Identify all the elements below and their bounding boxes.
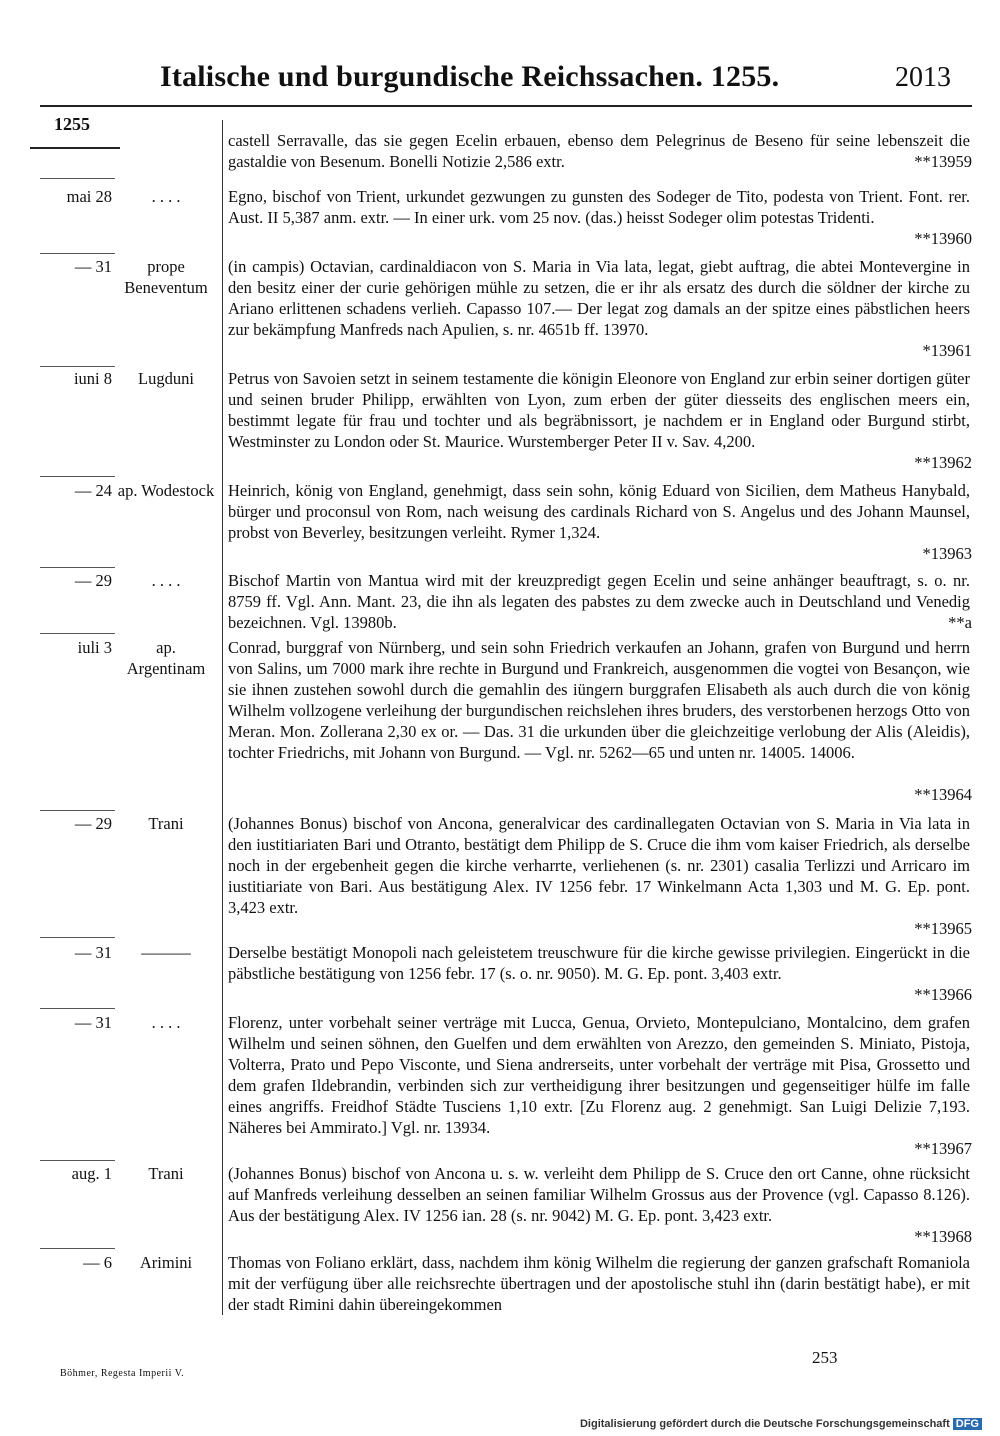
entry-place: ap. Wodestock — [117, 481, 215, 500]
entry-separator — [40, 633, 115, 634]
entry-text: Thomas von Foliano erklärt, dass, nachdem ihm könig Wilhelm die regierung der ganzen grafschaft Romaniola mit der verfügung über alle reichsrechte übertragen und der apostolische stuhl ihn (darin bestätigt habe), er mit der stadt Rimini dahin übereingekommen — [228, 1253, 970, 1314]
page-title: Italische und burgundische Reichssachen. 1255. — [160, 60, 780, 93]
entry-number: **13964 — [914, 785, 972, 804]
page-number-bottom: 253 — [812, 1348, 838, 1367]
entry-place: prope Beneventum — [124, 257, 208, 297]
entry-text: Bischof Martin von Mantua wird mit der kreuzpredigt gegen Ecelin und seine anhänger beauftragt, s. o. nr. 8759 ff. Vgl. Ann. Mant. 23, die ihn als legaten des pabstes zu dem zwecke auch in Deutschland und Venedig bezeichnen. Vgl. 13980b. — [228, 571, 970, 632]
year-rule — [30, 147, 120, 149]
dfg-logo: DFG — [953, 1418, 982, 1430]
entry-separator — [40, 810, 115, 811]
dfg-credit — [580, 1418, 982, 1430]
entry-text: Florenz, unter vorbehalt seiner verträge mit Lucca, Genua, Orvieto, Montepulciano, Montalcino, dem grafen Wilhelm und seinen söhnen, den Guelfen und dem erwählten von Arezzo, den gemeinden S. Miniato, Pistoja, Volterra, Prato und Pepo Visconte, und Siena andrerseits, unter vorbehalt der verträge mit Pisa, Grossetto und dem grafen Ildebrandin, verbinden sich zur vertheidigung ihrer besitzungen und gegenseitiger hülfe im falle eines angriffs. Freidhof Städte Tusciens 1,10 extr. [Zu Florenz aug. 2 genehmigt. San Luigi Delizie 7,193. Näheres bei Ammirato.] Vgl. nr. 13934. — [228, 1013, 970, 1137]
entry-date: — 29 — [74, 571, 112, 590]
entry-separator — [40, 366, 115, 367]
entry-text: castell Serravalle, das sie gegen Ecelin erbauen, ebenso dem Pelegrinus de Beseno für seine lebenszeit die gastaldie von Besenum. Bonelli Notizie 2,586 extr. — [228, 131, 970, 171]
entry-place: . . . . — [151, 1013, 181, 1032]
entry-number: **13959 — [914, 152, 972, 171]
entry-place: Arimini — [139, 1253, 193, 1272]
entry-date: iuni 8 — [73, 369, 112, 388]
entry-separator — [40, 253, 115, 254]
entry-separator — [40, 937, 115, 938]
entry-date: — 31 — [74, 1013, 112, 1032]
entry-place: . . . . — [151, 187, 181, 206]
entry-number: **13968 — [914, 1227, 972, 1246]
entry-date: — 6 — [83, 1253, 112, 1272]
entry-place: ap. Argentinam — [126, 638, 206, 678]
header-rule — [40, 105, 972, 107]
entry-place: Trani — [148, 1164, 184, 1183]
entry-number: **a — [948, 613, 972, 632]
entry-number: **13965 — [914, 919, 972, 938]
entry-place: . . . . — [151, 571, 181, 590]
entry-text: Petrus von Savoien setzt in seinem testamente die königin Eleonore von England zur erbin seiner dortigen güter und seinen bruder Philipp, erwählten von Lyon, zum erben der güter diesseits des englischen meers ein, bestimmt legate für frau und tochter und als begräbnissort, je nachdem er in England oder Burgund stirbt, Westminster zu London oder St. Maurice. Wurstemberger Peter II v. Sav. 4,200. — [228, 369, 970, 451]
entry-number: **13966 — [914, 985, 972, 1004]
footer-series: Böhmer, Regesta Imperii V. — [60, 1368, 185, 1379]
entry-date: iuli 3 — [77, 638, 112, 657]
entry-place: Lugduni — [138, 369, 194, 388]
entry-number: **13967 — [914, 1139, 972, 1158]
entry-separator — [40, 1248, 115, 1249]
entry-date: — 29 — [74, 814, 112, 833]
year-label: 1255 — [54, 114, 90, 134]
entry-date: aug. 1 — [71, 1164, 112, 1183]
entry-place: ——— — [141, 943, 191, 962]
entry-number: *13963 — [922, 544, 972, 563]
entry-date: — 24 — [74, 481, 112, 500]
entry-text: (Johannes Bonus) bischof von Ancona, generalvicar des cardinallegaten Octavian von S. Maria in Via lata in den iustitiariaten Bari und Otranto, bestätigt dem Philipp de S. Cruce die ihm vom kaiser Friedrich, als derselbe noch in der ergebenheit gegen die kirche verharrte, verliehenen (s. nr. 2301) casalia Terlizzi und Arricaro im iustitiariate von Bari. Aus bestätigung Alex. IV 1256 febr. 17 Winkelmann Acta 1,303 und M. G. Ep. pont. 3,423 extr. — [228, 814, 970, 917]
entry-text: Heinrich, könig von England, genehmigt, dass sein sohn, könig Eduard von Sicilien, dem Matheus Hanybald, bürger und proconsul von Rom, nach weisung des cardinals Richard von S. Angelus und des Johann Maunsel, probst von Beverley, besitzungen verleiht. Rymer 1,324. — [228, 481, 970, 542]
entry-text: Egno, bischof von Trient, urkundet gezwungen zu gunsten des Sodeger de Tito, podesta von Trient. Font. rer. Aust. II 5,387 anm. extr. — In einer urk. vom 25 nov. (das.) heisst Sodeger olim potestas Tridenti. — [228, 187, 970, 227]
page-number-top: 2013 — [895, 62, 951, 93]
entry-text: Derselbe bestätigt Monopoli nach geleistetem treuschwure für die kirche gewisse privilegien. Eingerückt in die päbstliche bestätigung von 1256 febr. 17 (s. o. nr. 9050). M. G. Ep. pont. 3,403 extr. — [228, 943, 970, 983]
dfg-credit-text: Digitalisierung gefördert durch die Deutsche Forschungsgemeinschaft — [579, 1418, 950, 1430]
entry-number: **13960 — [914, 229, 972, 248]
entry-text: (Johannes Bonus) bischof von Ancona u. s. w. verleiht dem Philipp de S. Cruce den ort Canne, ohne rücksicht auf Manfreds verleihung desselben an seinen familiar Wilhelm Grossus aus der Provence (vgl. Capasso 8.126). Aus der bestätigung Alex. IV 1256 ian. 28 (s. nr. 9042) M. G. Ep. pont. 3,423 extr. — [228, 1164, 970, 1225]
entry-separator — [40, 178, 115, 179]
entry-date: mai 28 — [66, 187, 112, 206]
entry-date: — 31 — [74, 943, 112, 962]
entry-text: Conrad, burggraf von Nürnberg, und sein sohn Friedrich verkaufen an Johann, grafen von Burgund und herrn von Salins, um 7000 mark ihre rechte in Burgund und Frankreich, ausgenommen die vogtei von Besançon, wie sie ihnen zustehen sowohl durch die gemahlin des iüngern burggrafen Elisabeth als auch durch die von könig Wilhelm vollzogene verleihung der burgundischen reichslehen ihres bruders, des verstorbenen herzogs Otto von Meran. Mon. Zollerana 2,30 ex or. — Das. 31 die urkunden über die gleichzeitige verlobung der Alis (Aleidis), tochter Friedrichs, mit Johann von Burgund. — Vgl. nr. 5262—65 und unten nr. 14005. 14006. — [228, 638, 970, 762]
entry-date: — 31 — [74, 257, 112, 276]
entry-separator — [40, 1160, 115, 1161]
entry-separator — [40, 476, 115, 477]
entry-number: **13962 — [914, 453, 972, 472]
entry-number: *13961 — [922, 341, 972, 360]
entry-separator — [40, 567, 115, 568]
column-divider — [222, 120, 223, 1315]
entry-place: Trani — [148, 814, 184, 833]
entry-separator — [40, 1008, 115, 1009]
entry-text: (in campis) Octavian, cardinaldiacon von S. Maria in Via lata, legat, giebt auftrag, die abtei Montevergine in den besitz einer der curie gehörigen mühle zu setzen, die er ihr als ersatz des durch die söldner der kirche zu Ariano erlittenen schadens verlieh. Capasso 107.— Der legat zog damals an der spitze eines päbstlichen heers zur bekämpfung Manfreds nach Apulien, s. nr. 4651b ff. 13970. — [228, 257, 970, 339]
